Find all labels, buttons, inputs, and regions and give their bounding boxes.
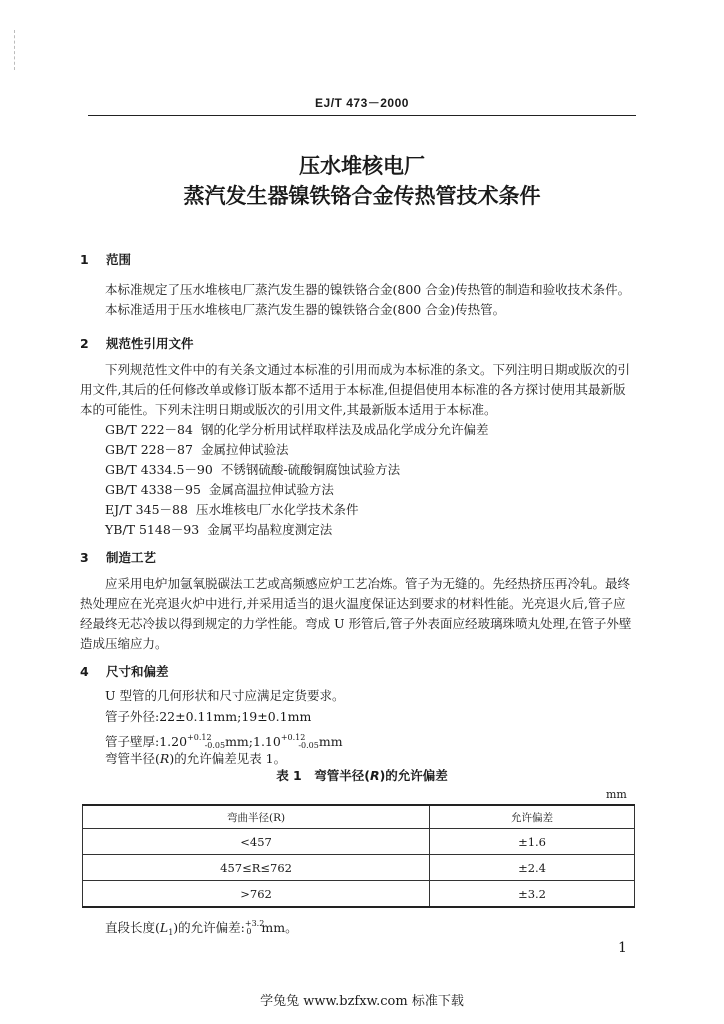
reference-code: EJ/T 345－88 — [105, 502, 188, 517]
section-number: 3 — [80, 550, 89, 565]
section-title: 制造工艺 — [106, 550, 157, 565]
reference-item — [105, 460, 400, 478]
length-mid: )的允许偏差: — [173, 920, 245, 935]
caption-prefix: 表 1 弯管半径( — [276, 768, 370, 783]
scan-margin-mark — [14, 30, 15, 70]
cell-tolerance: ±3.2 — [430, 881, 635, 908]
reference-code: GB/T 222－84 — [105, 422, 193, 437]
caption-suffix: )的允许偏差 — [379, 768, 448, 783]
reference-title: 金属平均晶粒度测定法 — [207, 522, 333, 537]
reference-item — [105, 420, 488, 438]
table-row — [83, 855, 635, 881]
length-prefix: 直段长度( — [105, 920, 160, 935]
document-title-line2: 蒸汽发生器镍铁铬合金传热管技术条件 — [183, 184, 541, 208]
column-header-radius: 弯曲半径(R) — [83, 805, 430, 829]
section-3-text-line: 造成压缩应力。 — [80, 636, 168, 651]
wall-tolerance-lower: -0.05 — [204, 741, 226, 750]
section-1-paragraph: 本标准适用于压水堆核电厂蒸汽发生器的镍铁铬合金(800 合金)传热管。 — [105, 302, 506, 317]
length-tolerance-upper: +3.2 — [244, 919, 265, 928]
table-row — [83, 881, 635, 908]
wall-tolerance-upper: +0.12 — [280, 733, 306, 742]
caption-variable: R — [369, 768, 380, 783]
reference-title: 金属高温拉伸试验方法 — [208, 482, 334, 497]
section-2-heading — [80, 334, 194, 352]
section-3-text-line: 经最终无芯冷拔以得到规定的力学性能。弯成 U 形管后,管子外表面应经玻璃珠喷丸处理,在管子外壁 — [80, 616, 632, 631]
table-1 — [82, 804, 635, 908]
reference-title: 金属拉伸试验法 — [200, 442, 289, 457]
table-row — [83, 829, 635, 855]
reference-item — [105, 520, 332, 538]
table-1-caption — [0, 766, 724, 784]
header-rule — [88, 115, 636, 116]
wall-tolerance-upper: +0.12 — [187, 733, 212, 742]
section-number: 2 — [80, 336, 89, 351]
reference-code: GB/T 4334.5－90 — [105, 462, 213, 477]
section-4-heading — [80, 662, 169, 680]
length-variable: L — [159, 920, 169, 935]
cell-radius: >762 — [83, 881, 430, 908]
reference-code: GB/T 228－87 — [105, 442, 193, 457]
wall-prefix: 管子壁厚:1.20 — [105, 734, 188, 749]
standard-code-header: EJ/T 473－2000 — [315, 96, 409, 110]
length-suffix: mm。 — [261, 920, 298, 935]
section-1-heading — [80, 250, 131, 268]
reference-item — [105, 500, 358, 518]
section-number: 4 — [80, 664, 89, 679]
length-tolerance-lower: 0 — [246, 927, 252, 936]
wall-mid: mm;1.10 — [225, 734, 281, 749]
section-title: 规范性引用文件 — [106, 336, 194, 351]
cell-tolerance: ±2.4 — [430, 855, 635, 881]
wall-tolerance-lower: -0.05 — [298, 741, 319, 750]
table-1-unit: mm — [606, 788, 627, 801]
page-number: 1 — [618, 940, 627, 956]
section-title: 尺寸和偏差 — [106, 664, 169, 679]
cell-radius: <457 — [83, 829, 430, 855]
watermark-footer: 学兔兔 www.bzfxw.com 标准下载 — [260, 994, 464, 1009]
section-3-text-line: 应采用电炉加氩氧脱碳法工艺或高频感应炉工艺冶炼。管子为无缝的。先经热挤压再冷轧。最终 — [105, 576, 631, 591]
section-title: 范围 — [106, 252, 132, 267]
section-number: 1 — [80, 252, 89, 267]
section-1-paragraph: 本标准规定了压水堆核电厂蒸汽发生器的镍铁铬合金(800 合金)传热管的制造和验收技术条件。 — [105, 282, 631, 297]
reference-item — [105, 480, 334, 498]
section-2-text-line: 本的可能性。下列未注明日期或版次的引用文件,其最新版本适用于本标准。 — [80, 402, 497, 417]
wall-suffix: mm — [318, 734, 343, 749]
section-3-heading — [80, 548, 156, 566]
section-2-text-line: 用文件,其后的任何修改单或修订版本都不适用于本标准,但提倡使用本标准的各方探讨使用其最新版 — [80, 382, 626, 397]
bend-suffix: )的允许偏差见表 1。 — [169, 751, 287, 766]
section-4-text-line: U 型管的几何形状和尺寸应满足定货要求。 — [105, 688, 345, 703]
bend-variable: R — [159, 751, 170, 766]
section-3-text-line: 热处理应在光亮退火炉中进行,并采用适当的退火温度保证达到要求的材料性能。光亮退火后,管子应 — [80, 596, 626, 611]
reference-code: GB/T 4338－95 — [105, 482, 201, 497]
length-variable-subscript: 1 — [168, 928, 174, 937]
reference-item — [105, 440, 288, 458]
reference-code: YB/T 5148－93 — [105, 522, 200, 537]
reference-title: 钢的化学分析用试样取样法及成品化学成分允许偏差 — [200, 422, 489, 437]
reference-title: 不锈钢硫酸-硫酸铜腐蚀试验方法 — [220, 462, 401, 477]
bend-prefix: 弯管半径( — [105, 751, 160, 766]
section-4-outer-diameter: 管子外径:22±0.11mm;19±0.1mm — [105, 709, 312, 724]
column-header-tolerance: 允许偏差 — [430, 805, 635, 829]
cell-radius: 457≤R≤762 — [83, 855, 430, 881]
section-2-text-line: 下列规范性文件中的有关条文通过本标准的引用而成为本标准的条文。下列注明日期或版次的引 — [105, 362, 631, 377]
reference-title: 压水堆核电厂水化学技术条件 — [195, 502, 359, 517]
straight-length-tolerance — [105, 914, 665, 943]
table-header-row — [83, 805, 635, 829]
cell-tolerance: ±1.6 — [430, 829, 635, 855]
document-title-line1: 压水堆核电厂 — [299, 154, 425, 178]
